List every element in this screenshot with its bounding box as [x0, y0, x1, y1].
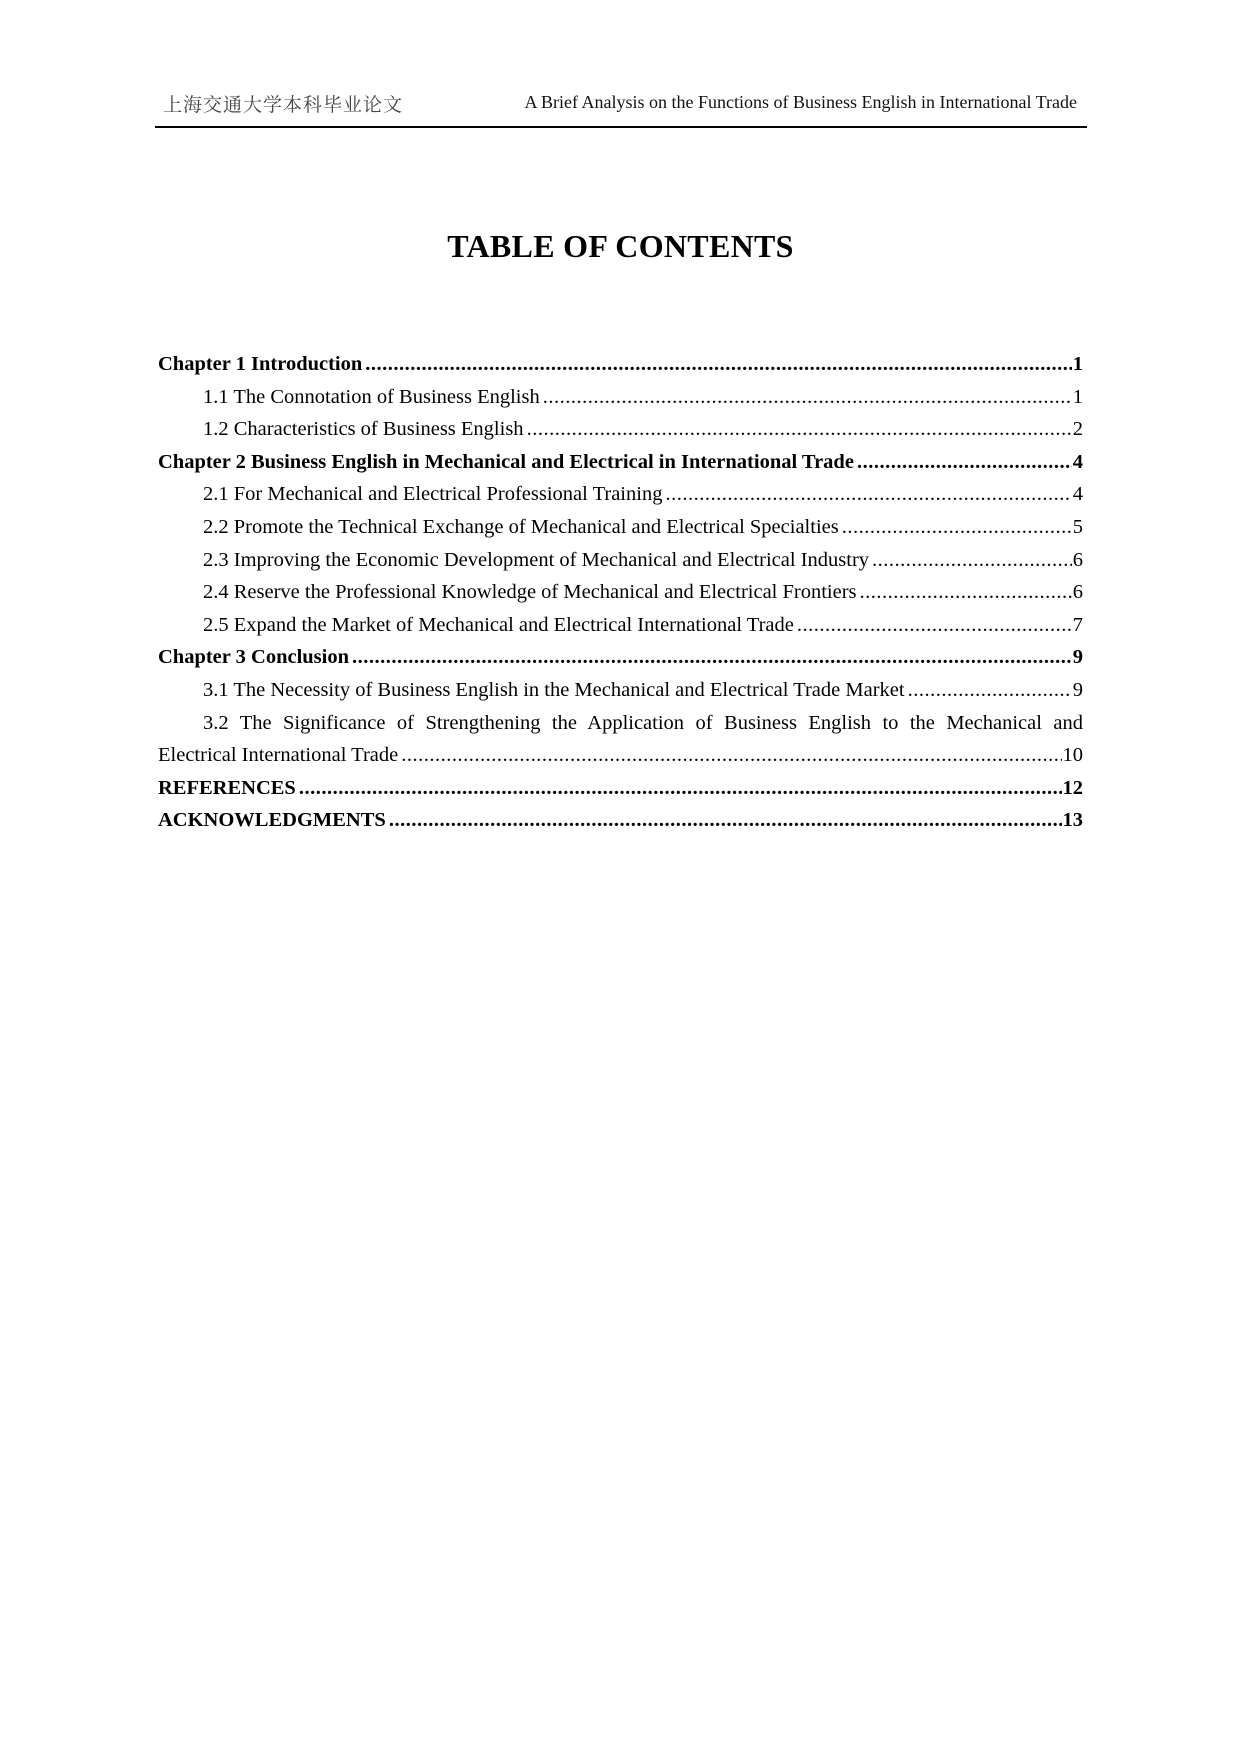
- toc-entry[interactable]: [158, 348, 1083, 381]
- toc-entry[interactable]: [158, 804, 1083, 837]
- toc-entry[interactable]: [158, 511, 1083, 544]
- toc-entry-label: 2.4 Reserve the Professional Knowledge of Mechanical and Electrical Frontiers: [203, 581, 857, 604]
- toc-entry-label: Chapter 3 Conclusion: [158, 646, 349, 669]
- toc-entry-line2: [158, 739, 1083, 772]
- toc-entry-page: 2: [1072, 418, 1083, 441]
- toc-entry-label: Chapter 1 Introduction: [158, 353, 363, 375]
- running-header: [155, 84, 1085, 124]
- toc-entry-page: 9: [1072, 678, 1083, 701]
- toc-entry[interactable]: [158, 413, 1083, 446]
- toc-entry-page: 1: [1072, 353, 1083, 375]
- toc-entry-label: 2.3 Improving the Economic Development of Mechanical and Electrical Industry: [203, 548, 870, 571]
- toc-entry[interactable]: [158, 478, 1083, 511]
- toc-entry-page: 7: [1072, 613, 1083, 636]
- table-of-contents: [158, 348, 1083, 837]
- toc-entry-wrapped[interactable]: [158, 707, 1083, 772]
- toc-entry-page: 13: [1062, 809, 1083, 832]
- toc-entry-page: 1: [1072, 385, 1083, 408]
- toc-entry-label: 2.1 For Mechanical and Electrical Professional Training: [203, 483, 663, 506]
- toc-entry-label: 2.2 Promote the Technical Exchange of Mechanical and Electrical Specialties: [203, 515, 839, 538]
- toc-entry-page: 4: [1072, 450, 1083, 473]
- page-title: TABLE OF CONTENTS: [447, 228, 794, 264]
- toc-entry[interactable]: [158, 381, 1083, 414]
- toc-entry[interactable]: [158, 544, 1083, 577]
- toc-entry-page: 9: [1072, 646, 1083, 669]
- toc-leader-dots: [401, 739, 1061, 772]
- toc-entry-page: 12: [1062, 776, 1083, 799]
- toc-entry-label-line1: 3.2 The Significance of Strengthening the Application of Business English to the Mechanical and: [203, 711, 1083, 734]
- toc-entry[interactable]: [158, 641, 1083, 674]
- toc-leader-dots: [365, 348, 1071, 381]
- toc-leader-dots: [797, 609, 1072, 642]
- toc-leader-dots: [872, 544, 1072, 577]
- toc-leader-dots: [908, 674, 1072, 707]
- toc-entry-page: 10: [1062, 744, 1083, 767]
- toc-leader-dots: [665, 478, 1071, 511]
- toc-leader-dots: [860, 576, 1072, 609]
- toc-entry-label: REFERENCES: [158, 776, 296, 799]
- toc-entry[interactable]: [158, 772, 1083, 805]
- header-university-title: 上海交通大学本科毕业论文: [163, 94, 404, 116]
- toc-entry-label: 1.2 Characteristics of Business English: [203, 418, 524, 441]
- toc-entry-page: 6: [1072, 581, 1083, 604]
- toc-entry-label: ACKNOWLEDGMENTS: [158, 809, 386, 832]
- toc-leader-dots: [543, 381, 1072, 414]
- toc-entry-label: 3.1 The Necessity of Business English in the Mechanical and Electrical Trade Market: [203, 678, 905, 701]
- toc-entry[interactable]: [158, 446, 1083, 479]
- toc-entry-page: 5: [1072, 515, 1083, 538]
- toc-leader-dots: [527, 413, 1072, 446]
- header-thesis-title: A Brief Analysis on the Functions of Business English in International Trade: [524, 92, 1077, 112]
- toc-entry-page: 6: [1072, 548, 1083, 571]
- toc-leader-dots: [389, 804, 1062, 837]
- toc-entry-label: 1.1 The Connotation of Business English: [203, 385, 540, 408]
- toc-leader-dots: [842, 511, 1072, 544]
- toc-entry-label-line2: Electrical International Trade: [158, 744, 399, 767]
- toc-entry[interactable]: [158, 674, 1083, 707]
- toc-leader-dots: [352, 641, 1072, 674]
- toc-entry[interactable]: [158, 576, 1083, 609]
- toc-entry-label: Chapter 2 Business English in Mechanical and Electrical in International Trade: [158, 450, 854, 473]
- toc-entry-page: 4: [1072, 483, 1083, 506]
- toc-leader-dots: [857, 446, 1072, 479]
- toc-entry-label: 2.5 Expand the Market of Mechanical and Electrical International Trade: [203, 613, 794, 636]
- toc-entry[interactable]: [158, 609, 1083, 642]
- toc-leader-dots: [299, 772, 1062, 805]
- header-divider: [155, 126, 1087, 128]
